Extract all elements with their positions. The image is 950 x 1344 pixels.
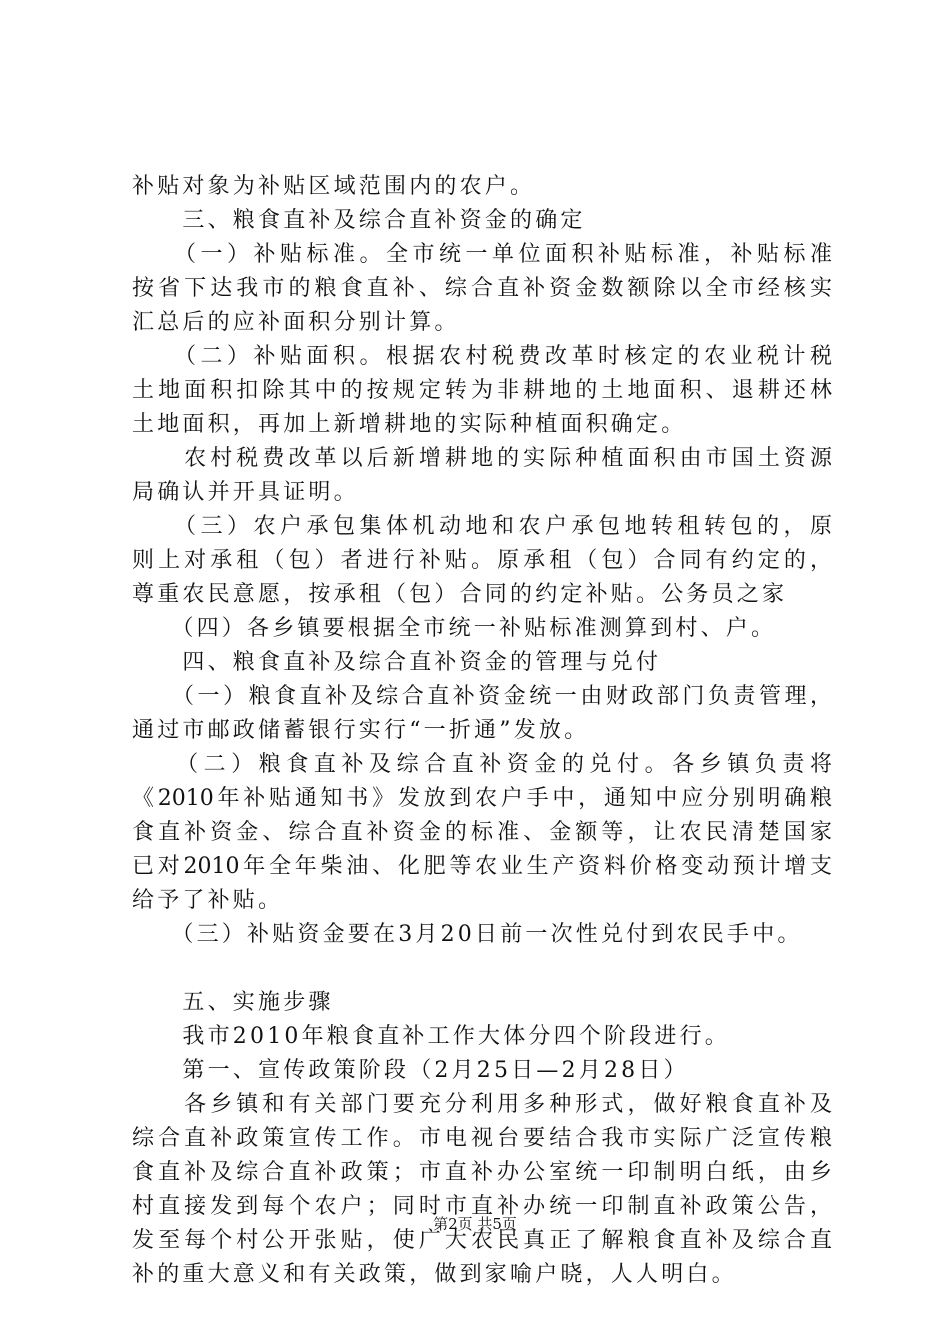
text-line: 局确认并开具证明。 (132, 480, 359, 505)
text-line: 给予了补贴。 (132, 888, 284, 913)
text-line: 土地面积，再加上新增耕地的实际种植面积确定。 (132, 412, 687, 437)
text-line: （三）补贴资金要在3月20日前一次性兑付到农民手中。 (132, 922, 803, 947)
text-line: 通过市邮政储蓄银行实行“一折通”发放。 (132, 718, 590, 743)
section-heading: 五、实施步骤 (132, 990, 334, 1015)
text-line: 综合直补政策宣传工作。市电视台要结合我市实际广泛宣传粮 (132, 1126, 832, 1151)
text-line: 发至每个村公开张贴，使广大农民真正了解粮食直补及综合直 (132, 1228, 832, 1253)
text-line: （二）补贴面积。根据农村税费改革时核定的农业税计税 (132, 344, 832, 369)
text-line: 《2010年补贴通知书》发放到农户手中，通知中应分别明确粮 (132, 786, 832, 811)
text-line: （一）补贴标准。全市统一单位面积补贴标准，补贴标准 (132, 242, 832, 267)
text-line: 各乡镇和有关部门要充分利用多种形式，做好粮食直补及 (132, 1092, 832, 1117)
text-line: （一）粮食直补及综合直补资金统一由财政部门负责管理， (132, 684, 832, 709)
blank-line (132, 952, 832, 986)
text-line: （三）农户承包集体机动地和农户承包地转租转包的，原 (132, 514, 832, 539)
section-heading: 三、粮食直补及综合直补资金的确定 (132, 208, 586, 233)
text-line: 补的重大意义和有关政策，做到家喻户晓，人人明白。 (132, 1262, 737, 1287)
text-line: 农村税费改革以后新增耕地的实际种植面积由市国土资源 (132, 446, 832, 471)
section-heading: 四、粮食直补及综合直补资金的管理与兑付 (132, 650, 662, 675)
text-line: （四）各乡镇要根据全市统一补贴标准测算到村、户。 (132, 616, 777, 641)
text-line: 第一、宣传政策阶段（2月25日—2月28日） (132, 1058, 689, 1083)
text-line: 按省下达我市的粮食直补、综合直补资金数额除以全市经核实 (132, 276, 832, 301)
text-line: 我市2010年粮食直补工作大体分四个阶段进行。 (132, 1024, 730, 1049)
text-line: 补贴对象为补贴区域范围内的农户。 (132, 174, 536, 199)
text-line: 尊重农民意愿，按承租（包）合同的约定补贴。公务员之家 (132, 582, 788, 607)
text-line: 则上对承租（包）者进行补贴。原承租（包）合同有约定的， (132, 548, 832, 573)
document-body (132, 170, 832, 1292)
text-line: 村直接发到每个农户；同时市直补办统一印制直补政策公告， (132, 1194, 832, 1219)
text-line: （二）粮食直补及综合直补资金的兑付。各乡镇负责将 (132, 752, 832, 777)
text-line: 食直补资金、综合直补资金的标准、金额等，让农民清楚国家 (132, 820, 832, 845)
text-line: 食直补及综合直补政策；市直补办公室统一印制明白纸，由乡 (132, 1160, 832, 1185)
text-line: 汇总后的应补面积分别计算。 (132, 310, 460, 335)
text-line: 土地面积扣除其中的按规定转为非耕地的土地面积、退耕还林 (132, 378, 832, 403)
text-line: 已对2010年全年柴油、化肥等农业生产资料价格变动预计增支 (132, 854, 832, 879)
page-number: 第2页 共5页 (433, 1215, 517, 1233)
